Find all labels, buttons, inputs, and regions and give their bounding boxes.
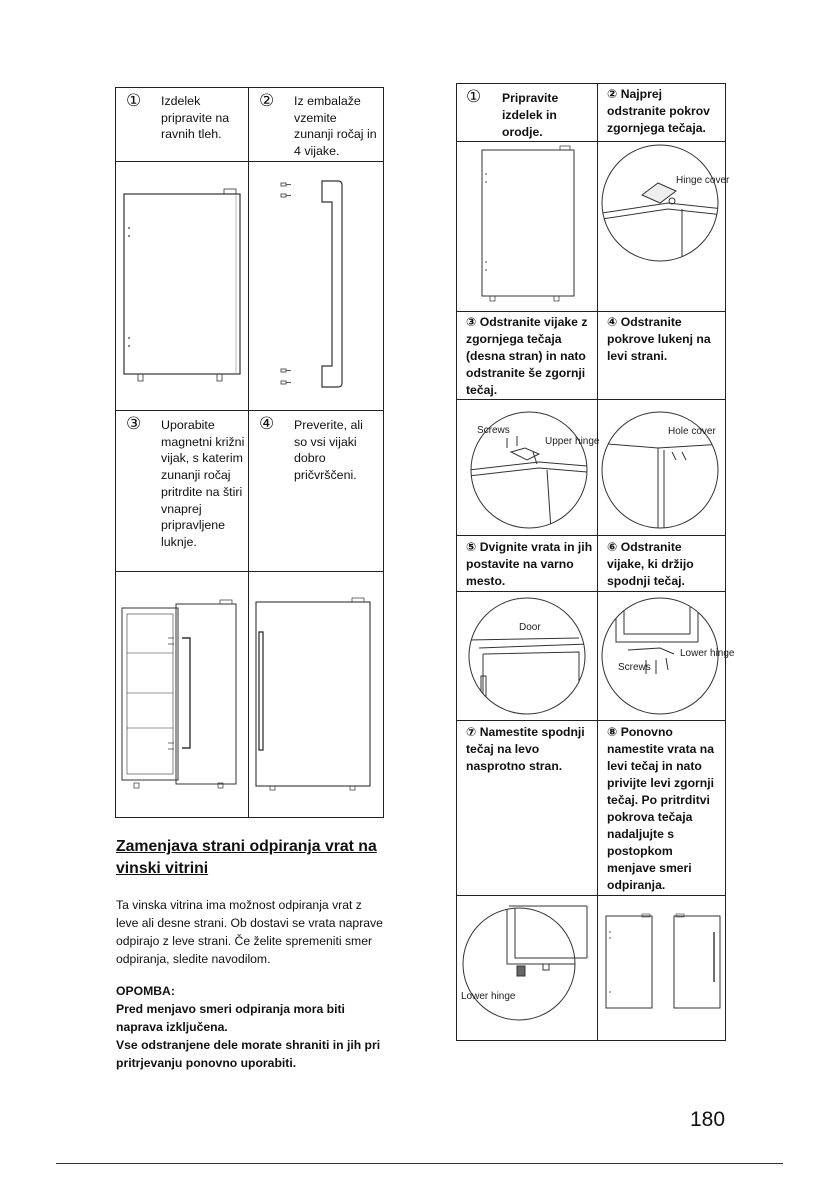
- right-step7-label: [466, 724, 594, 775]
- closed-cabinet-with-handle-illustration: [252, 596, 378, 792]
- left-step1-text: Izdelek pripravite na ravnih tleh.: [161, 94, 230, 142]
- right-step8-text: Ponovno namestite vrata na levi tečaj in nato privijte levi zgornji tečaj. Po pritrditvi pokrova tečaja nadaljujte s postopkom menjave smeri odpiranja.: [607, 725, 715, 892]
- section-paragraph: Ta vinska vitrina ima možnost odpiranja vrat z leve ali desne strani. Ob dostavi se vrata naprave odpirajo z leve strani. Če želite spremeniti smer odpiranja, sledite navodilom.: [116, 898, 383, 966]
- lower-hinge-label-6: Lower hinge: [680, 648, 735, 659]
- left-step4-text: Preverite, ali so vsi vijaki dobro pričvrščeni.: [294, 418, 363, 483]
- right-step2-text: Najprej odstranite pokrov zgornjega tečaja.: [607, 87, 710, 135]
- right-step3-label: [466, 314, 594, 399]
- right-step3-number: ③: [466, 315, 477, 329]
- upper-hinge-label: Upper hinge: [545, 436, 600, 447]
- handle-and-screws-illustration: [276, 176, 356, 392]
- page-number: 180: [690, 1108, 726, 1131]
- lower-hinge-label-7: Lower hinge: [461, 991, 516, 1002]
- right-step6-label: [607, 539, 722, 590]
- right-step5-text: Dvignite vrata in jih postavite na varno mesto.: [466, 540, 593, 588]
- right-step1-number: ①: [466, 87, 482, 107]
- right-step2-number: ②: [607, 87, 618, 101]
- left-step2-text: Iz embalaže vzemite zunanji ročaj in 4 vijake.: [294, 94, 377, 159]
- note-title: OPOMBA:: [116, 984, 175, 998]
- lower-hinge-screws-illustration: [598, 594, 735, 718]
- left-step2-number: ②: [259, 91, 275, 111]
- cabinet-front-illustration: [120, 186, 245, 386]
- hole-cover-label: Hole cover: [668, 426, 716, 437]
- note-line-1: Pred menjavo smeri odpiranja mora biti naprava izklјučena.: [116, 1002, 345, 1034]
- hinge-cover-illustration: [598, 143, 730, 263]
- right-step2-label: [607, 86, 722, 137]
- note-line-2: Vse odstranjene dele morate shraniti in jih pri pritrjevanju ponovno uporabiti.: [116, 1038, 381, 1070]
- right-step8-number: ⑧: [607, 725, 618, 739]
- open-cabinet-with-handle-illustration: [118, 598, 248, 791]
- screws-label-upper: Screws: [477, 425, 510, 436]
- left-step3-number: ③: [126, 414, 142, 434]
- lift-door-illustration: [459, 594, 597, 718]
- left-step4-number: ④: [259, 414, 275, 434]
- right-step5-label: [466, 539, 594, 590]
- install-lower-hinge-illustration: [459, 900, 597, 1036]
- right-step4-text: Odstranite pokrove lukenj na levi strani.: [607, 315, 711, 363]
- upper-hinge-screws-illustration: [459, 404, 600, 530]
- right-step5-number: ⑤: [466, 540, 477, 554]
- right-step4-number: ④: [607, 315, 618, 329]
- right-step3-text: Odstranite vijake z zgornjega tečaja (desna stran) in nato odstranite še zgornji tečaj.: [466, 315, 588, 397]
- section-heading: Zamenjava strani odpiranja vrat na vinski vitrini: [116, 838, 377, 877]
- right-step6-number: ⑥: [607, 540, 618, 554]
- tools-cabinet-illustration: [474, 144, 582, 304]
- screws-label-lower: Screws: [618, 662, 651, 673]
- right-step1-text: Pripravite izdelek in orodje.: [502, 91, 559, 139]
- right-step7-text: Namestite spodnji tečaj na levo nasprotno stran.: [466, 725, 585, 773]
- hole-cover-illustration: [598, 404, 725, 530]
- hinge-cover-label: Hinge cover: [676, 175, 730, 186]
- left-step1-number: ①: [126, 91, 142, 111]
- right-step7-number: ⑦: [466, 725, 477, 739]
- left-step3-text: Uporabite magnetni križni vijak, s katerim zunanji ročaj pritrdite na štiri vnaprej pripravljene luknje.: [161, 418, 245, 549]
- right-step4-label: [607, 314, 722, 365]
- finished-cabinets-illustration: [602, 912, 722, 1014]
- door-label: Door: [519, 622, 541, 633]
- footer-rule: [56, 1163, 783, 1164]
- right-step6-text: Odstranite vijake, ki držijo spodnji tečaj.: [607, 540, 694, 588]
- note-block: [116, 982, 391, 1072]
- right-step8-label: [607, 724, 719, 894]
